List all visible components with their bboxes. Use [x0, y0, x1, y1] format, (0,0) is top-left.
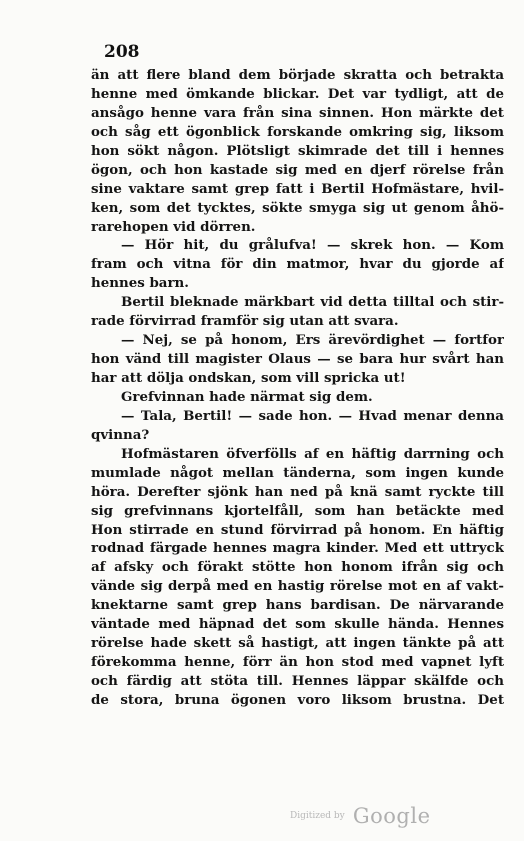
text-line: förekomma henne, förr än hon stod med vapnet lyft — [91, 654, 504, 671]
text-line: fram och vitna för din matmor, hvar du gjorde af — [91, 256, 504, 273]
text-line: — Hör hit, du grålufva! — skrek hon. — Kom — [121, 237, 504, 254]
text-line: af afsky och förakt stötte hon honom ifrån sig och — [91, 559, 504, 576]
text-line: qvinna? — [91, 426, 150, 443]
text-line: rade förvirrad framför sig utan att svara. — [91, 313, 399, 330]
text-line: Hofmästaren öfverfölls af en häftig darrning och — [121, 445, 504, 462]
text-line: och färdig att stöta till. Hennes läppar skälfde och — [91, 673, 504, 689]
text-line: hon sökt någon. Plötsligt skimrade det till i hennes — [91, 142, 504, 159]
digitized-watermark — [290, 804, 431, 828]
text-line: rörelse hade skett så hastigt, att ingen tänkte på att — [91, 635, 504, 652]
text-line: knektarne samt grep hans bardisan. De närvarande — [91, 597, 504, 614]
text-line: Grefvinnan hade närmat sig dem. — [121, 388, 373, 405]
text-line: ansågo henne vara från sina sinnen. Hon märkte det — [91, 104, 504, 121]
text-line: — Tala, Bertil! — sade hon. — Hvad menar denna — [121, 407, 504, 424]
text-line: ken, som det tycktes, sökte smyga sig ut genom åhö- — [91, 199, 504, 216]
text-line: hennes barn. — [91, 275, 189, 292]
text-line: — Nej, se på honom, Ers ärevördighet — fortfor — [121, 332, 504, 349]
text-line: har att dölja ondskan, som vill spricka ut! — [91, 370, 406, 386]
text-line: de stora, bruna ögonen voro liksom brustna. Det — [91, 691, 504, 708]
text-line: hon vänd till magister Olaus — se bara hur svårt han — [91, 351, 504, 368]
text-line: sig grefvinnans kjortelfåll, som han betäckte med — [91, 502, 504, 519]
text-line: rarehopen vid dörren. — [91, 218, 256, 235]
text-line: mumlade något mellan tänderna, som ingen kunde — [91, 464, 504, 481]
digitized-by-label: Digitized by — [290, 811, 345, 821]
text-line: rodnad färgade hennes magra kinder. Med ett uttryck — [91, 540, 504, 557]
text-line: ögon, och hon kastade sig med en djerf rörelse från — [91, 161, 504, 178]
text-line: vände sig derpå med en hastig rörelse mot en af vakt- — [91, 578, 504, 595]
text-line: henne med ömkande blickar. Det var tydligt, att de — [91, 85, 504, 102]
text-line: än att flere bland dem började skratta och betrakta — [91, 67, 504, 83]
page-number: 208 — [104, 42, 140, 62]
google-logo: Google — [352, 804, 431, 828]
text-line: väntade med häpnad det som skulle hända. Hennes — [91, 616, 504, 633]
text-line: sine vaktare samt grep fatt i Bertil Hofmästare, hvil- — [91, 180, 504, 197]
text-line: och såg ett ögonblick forskande omkring sig, liksom — [91, 123, 504, 140]
text-line: höra. Derefter sjönk han ned på knä samt ryckte till — [91, 483, 504, 500]
text-line: Bertil bleknade märkbart vid detta tilltal och stir- — [121, 294, 504, 311]
body-text — [91, 66, 504, 710]
text-line: Hon stirrade en stund förvirrad på honom. En häftig — [91, 521, 504, 538]
